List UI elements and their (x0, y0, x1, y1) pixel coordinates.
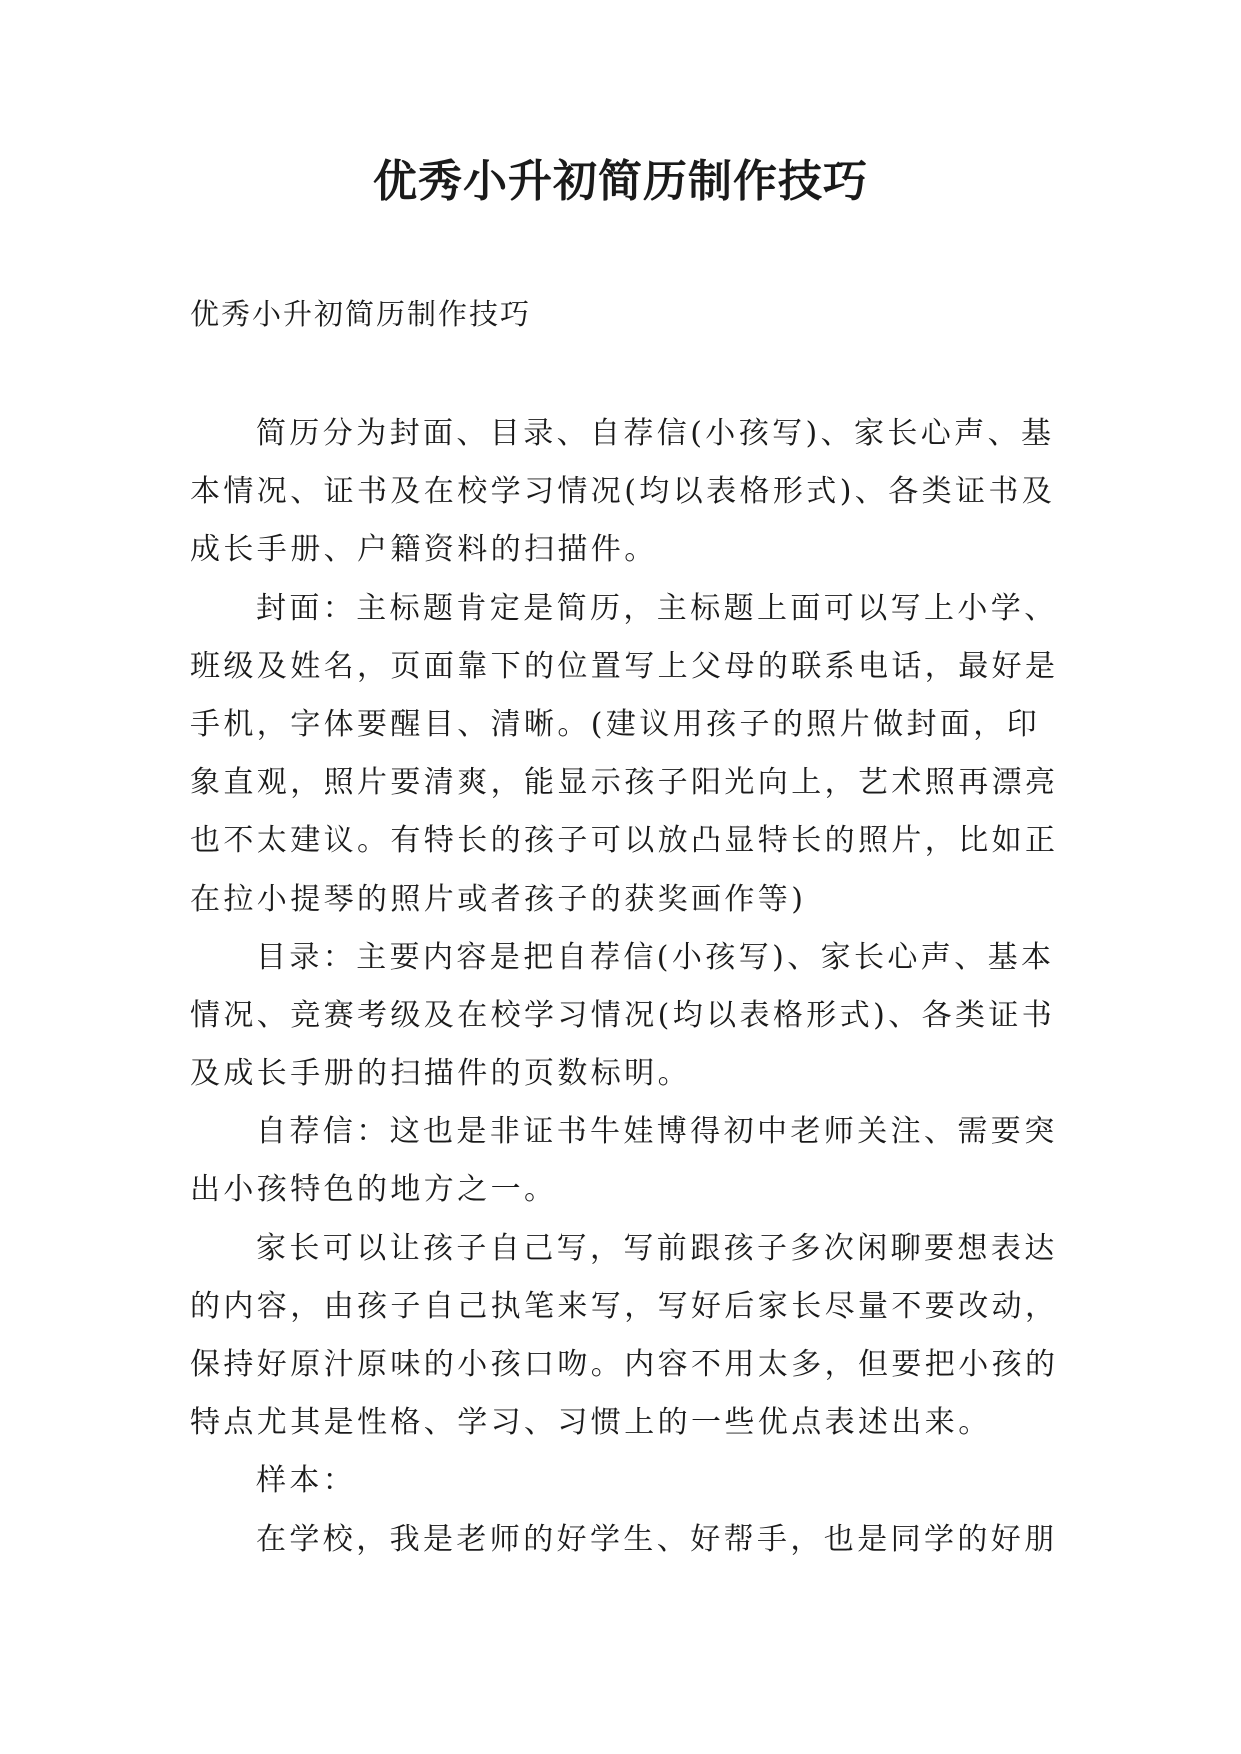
text-line: 出小孩特色的地方之一。 (190, 1172, 558, 1208)
text-line: 的内容，由孩子自己执笔来写，写好后家长尽量不要改动， (190, 1288, 1059, 1324)
text-line: 成长手册、户籍资料的扫描件。 (190, 532, 658, 568)
text-line: 家长可以让孩子自己写，写前跟孩子多次闲聊要想表达 (256, 1230, 1058, 1266)
text-line: 象直观，照片要清爽，能显示孩子阳光向上，艺术照再漂亮 (190, 765, 1059, 801)
text-line: 及成长手册的扫描件的页数标明。 (190, 1056, 691, 1092)
text-line: 自荐信：这也是非证书牛娃博得初中老师关注、需要突 (256, 1114, 1058, 1150)
text-line: 也不太建议。有特长的孩子可以放凸显特长的照片，比如正 (190, 823, 1059, 859)
text-line: 目录：主要内容是把自荐信(小孩写)、家长心声、基本 (256, 939, 1055, 975)
text-line: 封面：主标题肯定是简历，主标题上面可以写上小学、 (256, 590, 1058, 626)
text-line: 班级及姓名，页面靠下的位置写上父母的联系电话，最好是 (190, 648, 1059, 684)
text-line: 样本： (256, 1463, 357, 1499)
document-body (190, 405, 1070, 1569)
text-line: 在学校，我是老师的好学生、好帮手，也是同学的好朋 (256, 1521, 1058, 1557)
text-line: 在拉小提琴的照片或者孩子的获奖画作等) (190, 881, 807, 917)
text-line: 情况、竞赛考级及在校学习情况(均以表格形式)、各类证书 (190, 997, 1056, 1033)
document-title: 优秀小升初简历制作技巧 (373, 156, 868, 207)
text-line: 保持好原汁原味的小孩口吻。内容不用太多，但要把小孩的 (190, 1347, 1059, 1382)
document-subtitle: 优秀小升初简历制作技巧 (190, 297, 532, 331)
text-line: 简历分为封面、目录、自荐信(小孩写)、家长心声、基 (256, 416, 1055, 451)
text-line: 特点尤其是性格、学习、习惯上的一些优点表述出来。 (190, 1405, 992, 1441)
text-line: 本情况、证书及在校学习情况(均以表格形式)、各类证书及 (190, 474, 1056, 510)
text-line: 手机，字体要醒目、清晰。(建议用孩子的照片做封面，印 (190, 706, 1041, 742)
